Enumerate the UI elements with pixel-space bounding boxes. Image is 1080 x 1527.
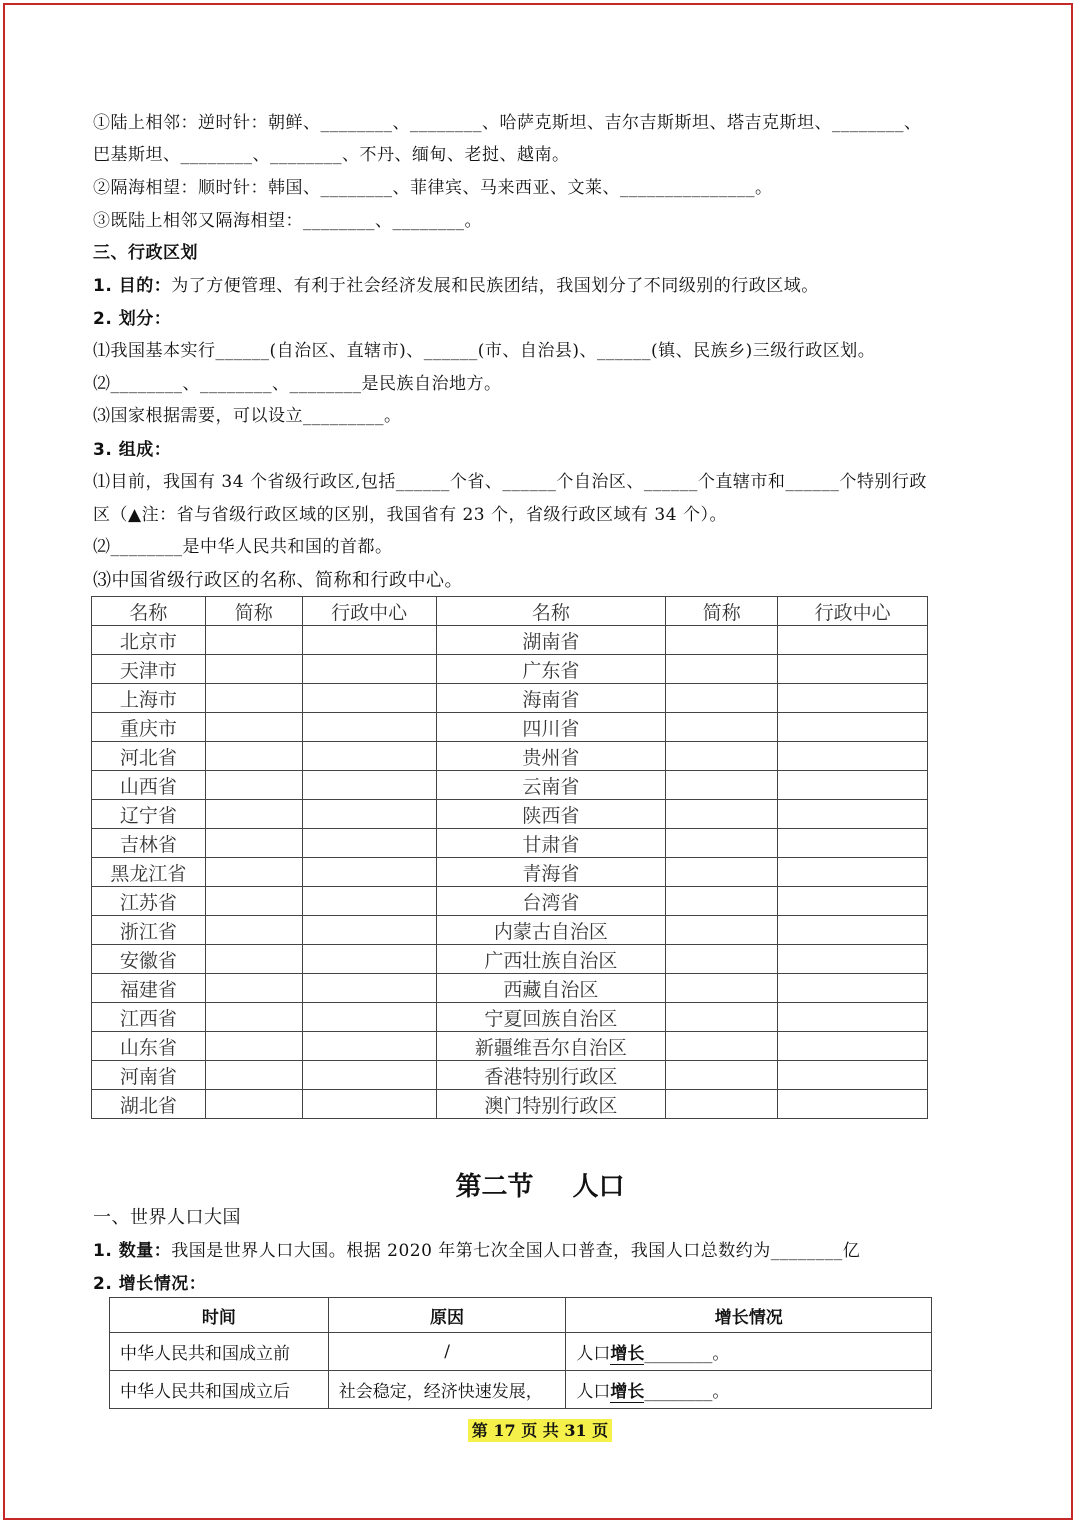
capital-cell[interactable] [302, 974, 436, 1003]
division-item-1: ⑴我国基本实行______(自治区、直辖市)、______(市、自治县)、______(镇、民族乡)三级行政区划。 [93, 341, 876, 361]
table-row [92, 771, 928, 800]
population-table-header [110, 1298, 932, 1333]
abbr-cell[interactable] [666, 742, 778, 771]
reason-cell: / [328, 1333, 566, 1371]
capital-cell[interactable] [778, 655, 928, 684]
col-name: 名称 [436, 597, 666, 626]
province-name-cell: 天津市 [92, 655, 206, 684]
abbr-cell[interactable] [666, 829, 778, 858]
growth-cell [566, 1333, 932, 1371]
col-growth: 增长情况 [566, 1298, 932, 1333]
section-heading-admin: 三、行政区划 [93, 243, 198, 263]
abbr-cell[interactable] [205, 887, 302, 916]
capital-cell[interactable] [302, 945, 436, 974]
col-abbr: 简称 [205, 597, 302, 626]
purpose-text: 为了方便管理、有利于社会经济发展和民族团结，我国划分了不同级别的行政区域。 [171, 276, 819, 296]
province-name-cell: 海南省 [436, 684, 666, 713]
col-reason: 原因 [328, 1298, 566, 1333]
abbr-cell[interactable] [666, 655, 778, 684]
growth-blank: ________。 [644, 1382, 730, 1402]
province-name-cell: 贵州省 [436, 742, 666, 771]
abbr-cell[interactable] [205, 1090, 302, 1119]
province-name-cell: 上海市 [92, 684, 206, 713]
neighbors-land-line: ①陆上相邻：逆时针：朝鲜、________、________、哈萨克斯坦、吉尔吉斯斯坦、塔吉克斯坦、________、 [93, 113, 922, 133]
table-row [92, 829, 928, 858]
abbr-cell[interactable] [205, 829, 302, 858]
table-row [92, 1061, 928, 1090]
capital-cell[interactable] [778, 1003, 928, 1032]
abbr-cell[interactable] [205, 1003, 302, 1032]
province-name-cell: 山东省 [92, 1032, 206, 1061]
abbr-cell[interactable] [205, 945, 302, 974]
population-heading: 一、世界人口大国 [93, 1207, 241, 1228]
province-name-cell: 北京市 [92, 626, 206, 655]
table-row [92, 1032, 928, 1061]
abbr-cell[interactable] [205, 684, 302, 713]
capital-cell[interactable] [778, 945, 928, 974]
table-row [92, 974, 928, 1003]
province-name-cell: 宁夏回族自治区 [436, 1003, 666, 1032]
abbr-cell[interactable] [666, 713, 778, 742]
capital-cell[interactable] [778, 858, 928, 887]
population-count-line [93, 1239, 1000, 1263]
col-time: 时间 [110, 1298, 329, 1333]
capital-cell[interactable] [302, 887, 436, 916]
time-cell: 中华人民共和国成立前 [110, 1333, 329, 1371]
abbr-cell[interactable] [666, 1090, 778, 1119]
abbr-cell[interactable] [666, 626, 778, 655]
division-item-3: ⑶国家根据需要，可以设立_________。 [93, 406, 402, 426]
province-name-cell: 湖南省 [436, 626, 666, 655]
province-name-cell: 青海省 [436, 858, 666, 887]
capital-cell[interactable] [778, 800, 928, 829]
count-label: 1. 数量： [93, 1241, 172, 1261]
composition-item-1a: ⑴目前，我国有 34 个省级行政区,包括______个省、______个自治区、______个直辖市和______个特别行政 [93, 472, 927, 492]
province-name-cell: 西藏自治区 [436, 974, 666, 1003]
capital-cell[interactable] [302, 1003, 436, 1032]
neighbors-sea-line: ②隔海相望：顺时针：韩国、________、菲律宾、马来西亚、文莱、_______________。 [93, 178, 773, 198]
capital-cell[interactable] [778, 916, 928, 945]
province-name-cell: 江苏省 [92, 887, 206, 916]
province-name-cell: 内蒙古自治区 [436, 916, 666, 945]
province-name-cell: 安徽省 [92, 945, 206, 974]
reason-cell: 社会稳定，经济快速发展， [328, 1371, 566, 1409]
table-row [92, 800, 928, 829]
abbr-cell[interactable] [666, 974, 778, 1003]
table-row [92, 742, 928, 771]
province-name-cell: 辽宁省 [92, 800, 206, 829]
capital-cell[interactable] [302, 684, 436, 713]
table-row [92, 887, 928, 916]
col-name: 名称 [92, 597, 206, 626]
province-table-header [92, 597, 928, 626]
province-name-cell: 香港特别行政区 [436, 1061, 666, 1090]
growth-prefix: 人口 [576, 1382, 611, 1402]
province-name-cell: 黑龙江省 [92, 858, 206, 887]
col-capital: 行政中心 [302, 597, 436, 626]
growth-label: 2. 增长情况： [93, 1274, 207, 1294]
capital-cell[interactable] [778, 887, 928, 916]
table-row [92, 1090, 928, 1119]
province-name-cell: 澳门特别行政区 [436, 1090, 666, 1119]
division-item-2: ⑵________、________、________是民族自治地方。 [93, 374, 502, 394]
table-row [92, 626, 928, 655]
capital-cell[interactable] [778, 713, 928, 742]
col-capital: 行政中心 [778, 597, 928, 626]
abbr-cell[interactable] [205, 800, 302, 829]
growth-blank: ________。 [644, 1344, 730, 1364]
capital-cell[interactable] [778, 626, 928, 655]
abbr-cell[interactable] [666, 800, 778, 829]
capital-cell[interactable] [778, 1032, 928, 1061]
province-name-cell: 云南省 [436, 771, 666, 800]
capital-cell[interactable] [302, 800, 436, 829]
abbr-cell[interactable] [666, 887, 778, 916]
abbr-cell[interactable] [205, 916, 302, 945]
province-name-cell: 广东省 [436, 655, 666, 684]
table-row [92, 945, 928, 974]
capital-cell[interactable] [302, 1090, 436, 1119]
abbr-cell[interactable] [666, 771, 778, 800]
table-row [92, 655, 928, 684]
province-name-cell: 重庆市 [92, 713, 206, 742]
province-name-cell: 山西省 [92, 771, 206, 800]
col-abbr: 简称 [666, 597, 778, 626]
capital-cell[interactable] [778, 1090, 928, 1119]
composition-item-2: ⑵________是中华人民共和国的首都。 [93, 537, 393, 557]
capital-cell[interactable] [302, 829, 436, 858]
population-table [109, 1297, 932, 1409]
composition-label: 3. 组成： [93, 440, 172, 460]
growth-prefix: 人口 [576, 1344, 611, 1364]
province-name-cell: 江西省 [92, 1003, 206, 1032]
abbr-cell[interactable] [205, 771, 302, 800]
abbr-cell[interactable] [205, 626, 302, 655]
growth-word: 增长 [610, 1382, 645, 1402]
capital-cell[interactable] [302, 1061, 436, 1090]
province-name-cell: 浙江省 [92, 916, 206, 945]
province-name-cell: 广西壮族自治区 [436, 945, 666, 974]
time-cell: 中华人民共和国成立后 [110, 1371, 329, 1409]
abbr-cell[interactable] [666, 916, 778, 945]
province-name-cell: 河南省 [92, 1061, 206, 1090]
table-row [92, 858, 928, 887]
province-name-cell: 陕西省 [436, 800, 666, 829]
capital-cell[interactable] [778, 974, 928, 1003]
province-name-cell: 台湾省 [436, 887, 666, 916]
capital-cell[interactable] [778, 742, 928, 771]
abbr-cell[interactable] [205, 742, 302, 771]
capital-cell[interactable] [302, 858, 436, 887]
abbr-cell[interactable] [205, 713, 302, 742]
composition-item-3: ⑶中国省级行政区的名称、简称和行政中心。 [93, 570, 463, 591]
province-table-body [92, 626, 928, 1119]
division-label: 2. 划分： [93, 309, 172, 329]
capital-cell[interactable] [778, 829, 928, 858]
capital-cell[interactable] [302, 771, 436, 800]
page-footer [0, 1418, 1080, 1441]
capital-cell[interactable] [778, 684, 928, 713]
table-row [110, 1333, 932, 1371]
capital-cell[interactable] [778, 771, 928, 800]
abbr-cell[interactable] [205, 1032, 302, 1061]
abbr-cell[interactable] [205, 655, 302, 684]
abbr-cell[interactable] [666, 1061, 778, 1090]
capital-cell[interactable] [302, 713, 436, 742]
abbr-cell[interactable] [666, 945, 778, 974]
province-name-cell: 河北省 [92, 742, 206, 771]
capital-cell[interactable] [302, 742, 436, 771]
province-name-cell: 湖北省 [92, 1090, 206, 1119]
abbr-cell[interactable] [205, 858, 302, 887]
capital-cell[interactable] [778, 1061, 928, 1090]
abbr-cell[interactable] [205, 1061, 302, 1090]
neighbors-land-line-2: 巴基斯坦、________、________、不丹、缅甸、老挝、越南。 [93, 145, 570, 165]
province-name-cell: 福建省 [92, 974, 206, 1003]
composition-item-1b: 区（▲注：省与省级行政区域的区别，我国省有 23 个，省级行政区域有 34 个）。 [93, 505, 727, 525]
count-text: 我国是世界人口大国。根据 2020 年第七次全国人口普查，我国人口总数约为________亿 [171, 1241, 861, 1261]
section-title: 第二节 人口 [455, 1172, 625, 1202]
purpose-line [93, 274, 1000, 298]
capital-cell[interactable] [302, 916, 436, 945]
abbr-cell[interactable] [666, 684, 778, 713]
purpose-label: 1. 目的： [93, 276, 172, 296]
table-row [110, 1371, 932, 1409]
neighbors-both-line: ③既陆上相邻又隔海相望：________、________。 [93, 211, 482, 231]
page-number: 第 17 页 共 31 页 [468, 1419, 612, 1442]
capital-cell[interactable] [302, 626, 436, 655]
abbr-cell[interactable] [666, 1003, 778, 1032]
table-row [92, 713, 928, 742]
growth-cell [566, 1371, 932, 1409]
capital-cell[interactable] [302, 655, 436, 684]
province-name-cell: 吉林省 [92, 829, 206, 858]
abbr-cell[interactable] [205, 974, 302, 1003]
province-name-cell: 新疆维吾尔自治区 [436, 1032, 666, 1061]
growth-word: 增长 [610, 1344, 645, 1364]
capital-cell[interactable] [302, 1032, 436, 1061]
abbr-cell[interactable] [666, 858, 778, 887]
province-table [91, 596, 928, 1119]
table-row [92, 1003, 928, 1032]
table-row [92, 684, 928, 713]
province-name-cell: 甘肃省 [436, 829, 666, 858]
table-row [92, 916, 928, 945]
province-name-cell: 四川省 [436, 713, 666, 742]
abbr-cell[interactable] [666, 1032, 778, 1061]
